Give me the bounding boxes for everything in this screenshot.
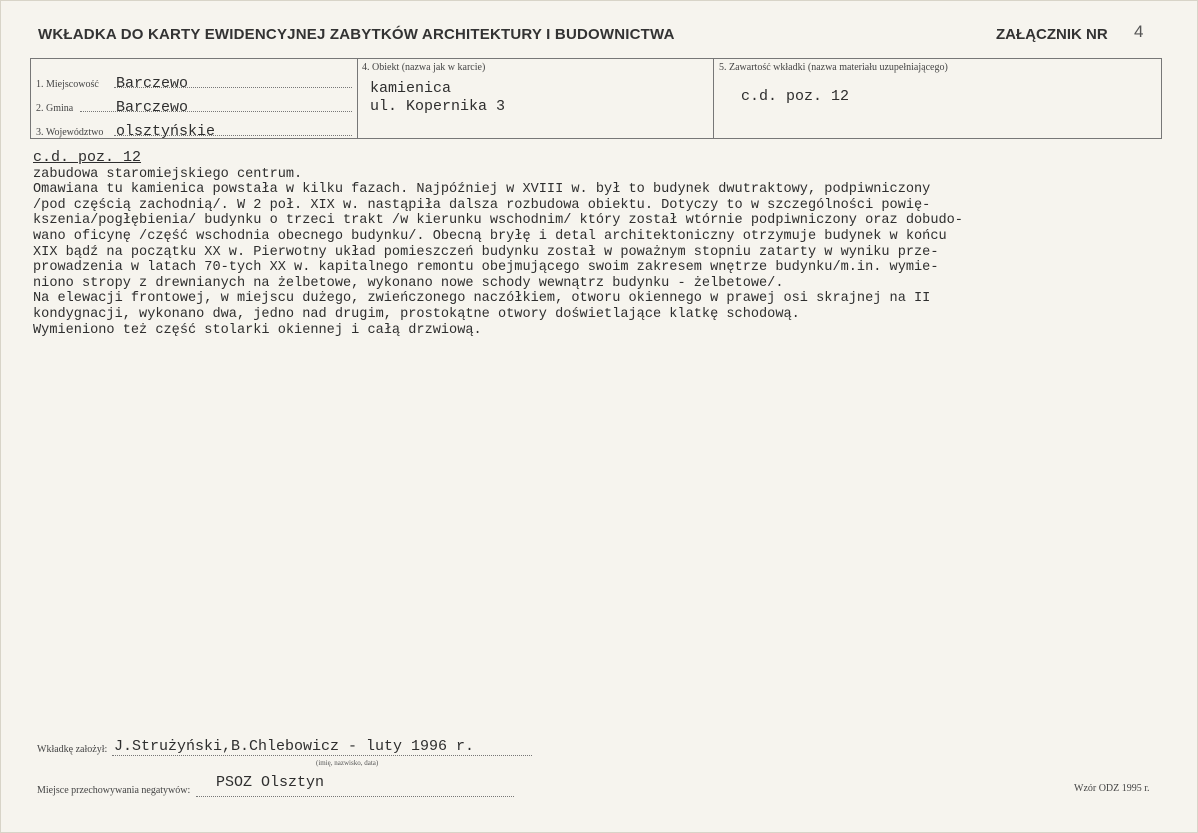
storage-label: Miejsce przechowywania negatywów: <box>37 785 191 796</box>
object-value-line-1: kamienica <box>370 80 452 97</box>
text-line: niono stropy z drewnianych na żelbetowe, wykonano nowe schody wewnątrz budynku - żelbetowe/. <box>33 275 784 291</box>
text-line: Omawiana tu kamienica powstała w kilku fazach. Najpóźniej w XVIII w. był to budynek dwutraktowy, podpiwniczony <box>33 182 931 198</box>
column-divider <box>713 59 714 138</box>
column-divider <box>357 59 358 138</box>
field-label: 3. Województwo <box>36 127 104 138</box>
contents-label: 5. Zawartość wkładki (nazwa materiału uzupełniającego) <box>719 62 948 73</box>
template-code: Wzór ODZ 1995 r. <box>1074 783 1150 794</box>
storage-value: PSOZ Olsztyn <box>216 774 325 791</box>
author-value: J.Strużyński,B.Chlebowicz - luty 1996 r. <box>114 738 475 755</box>
field-label: 1. Miejscowość <box>36 79 99 90</box>
text-line: Na elewacji frontowej, w miejscu dużego, zwieńczonego naczółkiem, otworu okiennego w prawej osi skrajnej na II <box>33 291 931 307</box>
field-voivodeship <box>36 122 352 140</box>
object-value-line-2: ul. Kopernika 3 <box>370 98 506 115</box>
field-value: Barczewo <box>116 75 189 92</box>
field-locality <box>36 74 352 92</box>
text-line: Wymieniono też część stolarki okiennej i całą drzwiową. <box>33 322 482 338</box>
text-line: kondygnacji, wykonano dwa, jedno nad drugim, prostokątne otwory doświetlające klatkę schodową. <box>33 306 800 322</box>
object-label: 4. Obiekt (nazwa jak w karcie) <box>362 62 486 73</box>
text-line: wano oficynę /część wschodnia obecnego budynku/. Obecną bryłę i detal architektoniczny otrzymuje budynek w końcu <box>33 228 947 244</box>
author-hint: (imię, nazwisko, data) <box>316 759 379 767</box>
description-heading: c.d. poz. 12 <box>33 149 142 166</box>
description-text <box>33 150 1163 338</box>
text-line: kszenia/pogłębienia/ budynku o trzeci trakt /w kierunku wschodnim/ który został wtórnie podpiwniczony oraz dobudo- <box>33 213 963 229</box>
field-commune <box>36 98 352 116</box>
text-line: prowadzenia w latach 70-tych XX w. kapitalnego remontu obejmującego swoim zakresem wnętrze budynku/m.in. wymie- <box>33 260 939 276</box>
dotted-line <box>112 755 532 756</box>
annex-label: ZAŁĄCZNIK NR <box>996 26 1108 43</box>
field-value: olsztyńskie <box>116 123 216 140</box>
contents-value: c.d. poz. 12 <box>741 88 850 105</box>
field-value: Barczewo <box>116 99 189 116</box>
author-label: Wkładkę założył: <box>37 744 108 755</box>
text-line: zabudowa staromiejskiego centrum. <box>33 166 303 182</box>
text-line: XIX bądź na początku XX w. Pierwotny układ pomieszczeń budynku został w poważnym stopniu zatarty w wyniku prze- <box>33 244 939 260</box>
text-line: /pod częścią zachodnią/. W 2 poł. XIX w. nastąpiła dalsza rozbudowa obiektu. Dotyczy to w szczególności powię- <box>33 197 931 213</box>
dotted-line <box>196 796 514 797</box>
annex-number: 4 <box>1134 22 1144 41</box>
form-title: WKŁADKA DO KARTY EWIDENCYJNEJ ZABYTKÓW ARCHITEKTURY I BUDOWNICTWA <box>38 26 675 43</box>
field-label: 2. Gmina <box>36 103 74 114</box>
